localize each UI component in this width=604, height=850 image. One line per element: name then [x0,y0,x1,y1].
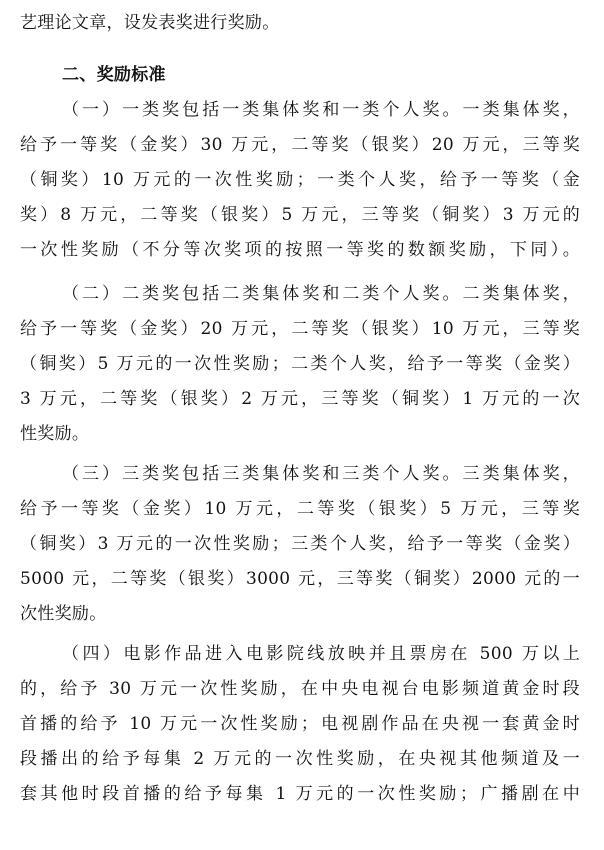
section-heading: 二、奖励标准 [62,65,166,85]
paragraph-1-line: 一次性奖励（不分等次奖项的按照一等奖的数额奖励，下同）。 [20,240,580,260]
paragraph-4-line: 首播的给予 10 万元一次性奖励；电视剧作品在央视一套黄金时 [20,714,580,734]
paragraph-3-line: （三）三类奖包括三类集体奖和三类个人奖。三类集体奖， [62,464,580,484]
paragraph-2-line: （二）二类奖包括二类集体奖和二类个人奖。二类集体奖， [62,284,580,304]
paragraph-1-line: （一）一类奖包括一类集体奖和一类个人奖。一类集体奖， [62,100,580,120]
paragraph-3-line: 给予一等奖（金奖）10 万元，二等奖（银奖）5 万元，三等奖 [20,499,580,519]
paragraph-2-line: 给予一等奖（金奖）20 万元，二等奖（银奖）10 万元，三等奖 [20,319,580,339]
paragraph-1-line: （铜奖）10 万元的一次性奖励；一类个人奖，给予一等奖（金 [20,170,580,190]
paragraph-2-line: 性奖励。 [20,424,90,444]
paragraph-1-line: 奖）8 万元，二等奖（银奖）5 万元，三等奖（铜奖）3 万元的 [20,205,580,225]
paragraph-3-line: 5000 元，二等奖（银奖）3000 元，三等奖（铜奖）2000 元的一 [20,569,580,589]
paragraph-3-line: （铜奖）3 万元的一次性奖励；三类个人奖，给予一等奖（金奖） [20,534,580,554]
text-line: 艺理论文章，设发表奖进行奖励。 [20,13,280,33]
paragraph-1-line: 给予一等奖（金奖）30 万元，二等奖（银奖）20 万元，三等奖 [20,135,580,155]
paragraph-3-line: 次性奖励。 [20,604,107,624]
paragraph-2-line: 3 万元，二等奖（银奖）2 万元，三等奖（铜奖）1 万元的一次 [20,389,580,409]
paragraph-4-line: （四）电影作品进入电影院线放映并且票房在 500 万以上 [62,644,580,664]
paragraph-4-line: 的，给予 30 万元一次性奖励，在中央电视台电影频道黄金时段 [20,679,580,699]
paragraph-2-line: （铜奖）5 万元的一次性奖励；二类个人奖，给予一等奖（金奖） [20,354,580,374]
paragraph-4-line: 段播出的给予每集 2 万元的一次性奖励，在央视其他频道及一 [20,749,580,769]
paragraph-4-line: 套其他时段首播的给予每集 1 万元的一次性奖励；广播剧在中 [20,784,580,804]
